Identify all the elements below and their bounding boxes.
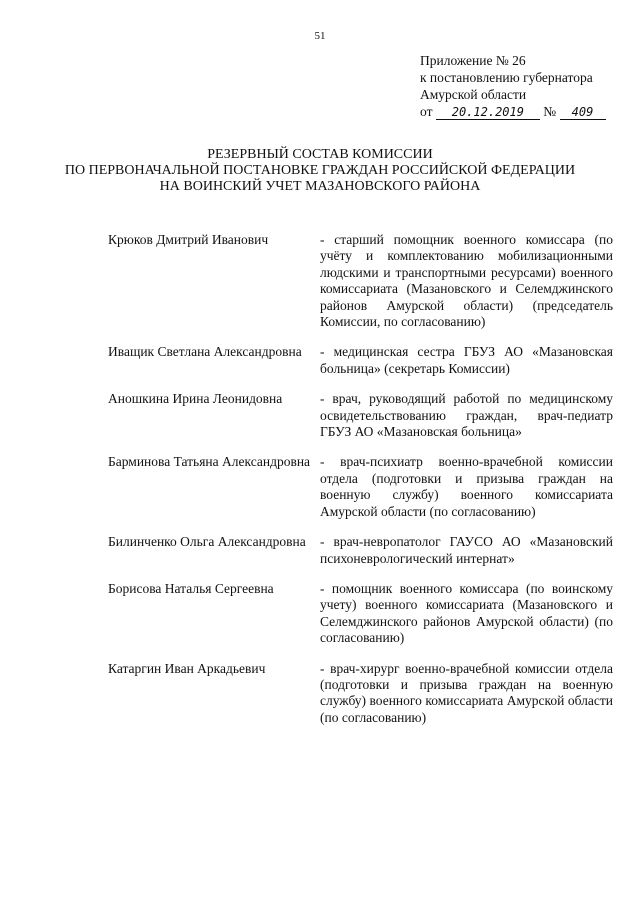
appendix-date-line [420, 103, 606, 120]
member-row [108, 661, 613, 727]
member-role: - врач-хирург военно-врачебной комиссии отдела (подготовки и призыва граждан на военную службу) военного комиссариата Амурской области (по согласованию) [320, 660, 613, 725]
member-name: Аношкина Ирина Леонидовна [108, 391, 283, 407]
appendix-line-3: Амурской области [420, 87, 527, 102]
member-row [108, 454, 613, 520]
member-name: Билинченко Ольга Александровна [108, 534, 306, 550]
member-row [108, 534, 613, 567]
title-line-2: ПО ПЕРВОНАЧАЛЬНОЙ ПОСТАНОВКЕ ГРАЖДАН РОССИЙСКОЙ ФЕДЕРАЦИИ [64, 163, 576, 178]
member-row [108, 232, 613, 330]
member-name: Иващик Светлана Александровна [108, 344, 302, 360]
document-title [0, 147, 640, 195]
member-row [108, 391, 613, 440]
member-role: - врач-невропатолог ГАУСО АО «Мазановский психоневрологический интернат» [320, 534, 613, 566]
member-name: Катаргин Иван Аркадьевич [108, 660, 266, 676]
appendix-block [420, 52, 606, 120]
title-line-1: РЕЗЕРВНЫЙ СОСТАВ КОМИССИИ [207, 147, 433, 162]
page-number: 51 [314, 30, 326, 42]
title-line-3: НА ВОИНСКИЙ УЧЕТ МАЗАНОВСКОГО РАЙОНА [159, 179, 481, 194]
member-role: - помощник военного комиссара (по воинскому учету) военного комиссариата (Мазановского и Селемджинского районов Амурской области) (по согласованию) [320, 580, 613, 646]
appendix-line-1: Приложение № 26 [420, 53, 526, 68]
member-row [108, 581, 613, 647]
appendix-line-2: к постановлению губернатора [420, 70, 593, 85]
member-role: - старший помощник военного комиссара (по учёту и комплектованию мобилизационными людскими и транспортными ресурсами) военного комиссариата (Мазановского и Селемджинского районов Амурской области) (председатель Комиссии, по согласованию) [320, 232, 613, 330]
number-prefix: № [543, 104, 557, 119]
member-name: Борисова Наталья Сергеевна [108, 580, 274, 596]
member-name: Барминова Татьяна Александровна [108, 454, 311, 470]
date-prefix: от [420, 104, 433, 119]
handwritten-date: 20.12.2019 [436, 105, 540, 120]
member-role: - врач-психиатр военно-врачебной комиссии отдела (подготовки и призыва граждан на военную службу) военного комиссариата Амурской области (по согласованию) [320, 454, 613, 519]
member-role: - медицинская сестра ГБУЗ АО «Мазановская больница» (секретарь Комиссии) [320, 344, 613, 376]
handwritten-number: 409 [560, 105, 606, 120]
member-name: Крюков Дмитрий Иванович [108, 232, 269, 247]
member-row [108, 344, 613, 377]
member-role: - врач, руководящий работой по медицинскому освидетельствованию граждан, врач-педиатр ГБУЗ АО «Мазановская больница» [320, 391, 613, 440]
members-list [108, 232, 613, 740]
